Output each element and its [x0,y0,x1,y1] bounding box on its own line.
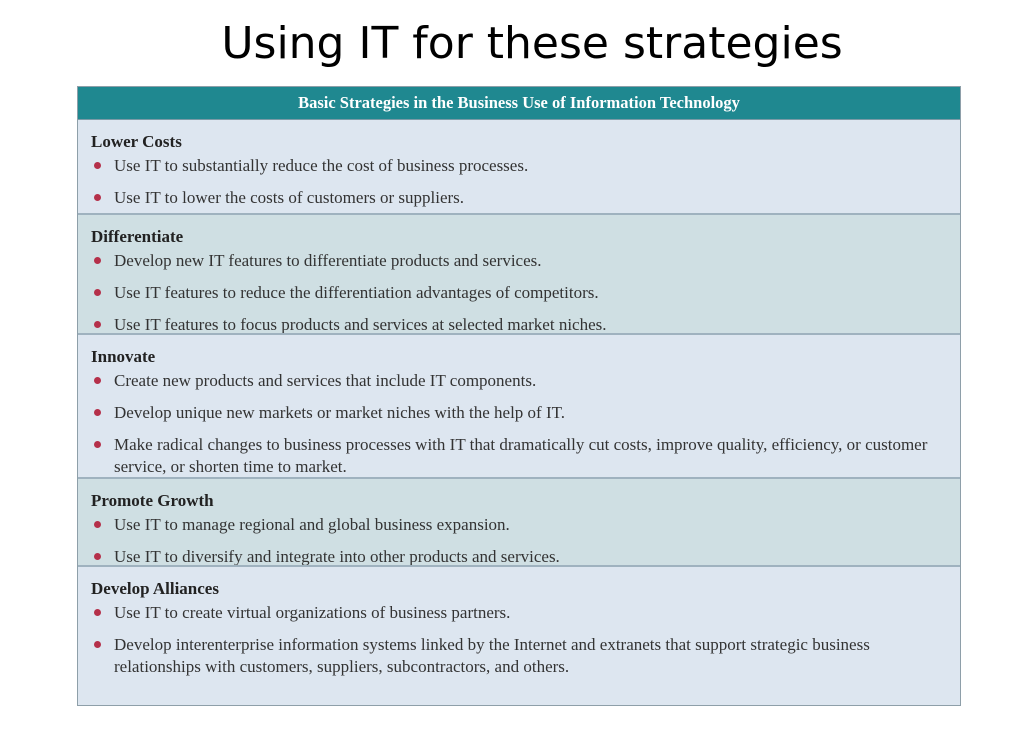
bullet-icon [94,553,101,560]
section-heading: Innovate [91,347,156,366]
bullet-icon [94,289,101,296]
bullet-icon [94,521,101,528]
section-lower-costs [78,120,960,215]
bullet-icon [94,377,101,384]
bullet-item [91,187,952,209]
bullet-icon [94,609,101,616]
bullet-icon [94,441,101,448]
slide-title: Using IT for these strategies [221,18,843,69]
section-heading: Differentiate [91,227,184,246]
bullet-icon [94,641,101,648]
section-heading: Develop Alliances [91,579,219,598]
bullet-text: Use IT to manage regional and global business expansion. [114,515,510,534]
bullet-text: Create new products and services that include IT components. [114,371,537,390]
bullet-item [91,634,952,678]
bullet-text: Use IT to diversify and integrate into other products and services. [114,547,560,566]
strategy-table [77,86,961,706]
table-header: Basic Strategies in the Business Use of Information Technology [78,87,960,120]
section-heading: Lower Costs [91,132,182,151]
bullet-icon [94,409,101,416]
bullet-item [91,250,952,272]
section-develop-alliances [78,567,960,705]
bullet-icon [94,257,101,264]
bullet-text: Use IT to substantially reduce the cost of business processes. [114,156,529,175]
bullet-item [91,155,952,177]
bullet-text: Use IT to create virtual organizations of business partners. [114,603,511,622]
bullet-text: Develop new IT features to differentiate products and services. [114,251,542,270]
bullet-text: Make radical changes to business processes with IT that dramatically cut costs, improve quality, efficiency, or customer service, or shorten time to market. [114,435,928,476]
bullet-item [91,314,952,335]
bullet-item [91,546,952,567]
section-differentiate [78,215,960,335]
bullet-item [91,434,952,478]
bullet-icon [94,321,101,328]
section-innovate [78,335,960,479]
bullet-icon [94,162,101,169]
bullet-text: Use IT features to focus products and services at selected market niches. [114,315,607,334]
bullet-text: Use IT features to reduce the differentiation advantages of competitors. [114,283,599,302]
bullet-icon [94,194,101,201]
bullet-text: Use IT to lower the costs of customers or suppliers. [114,188,465,207]
bullet-item [91,602,952,624]
bullet-item [91,402,952,424]
bullet-text: Develop interenterprise information systems linked by the Internet and extranets that support strategic business relationships with customers, suppliers, subcontractors, and others. [114,635,870,676]
section-heading: Promote Growth [91,491,214,510]
bullet-item [91,370,952,392]
section-promote-growth [78,479,960,567]
bullet-item [91,282,952,304]
bullet-item [91,514,952,536]
bullet-text: Develop unique new markets or market niches with the help of IT. [114,403,565,422]
